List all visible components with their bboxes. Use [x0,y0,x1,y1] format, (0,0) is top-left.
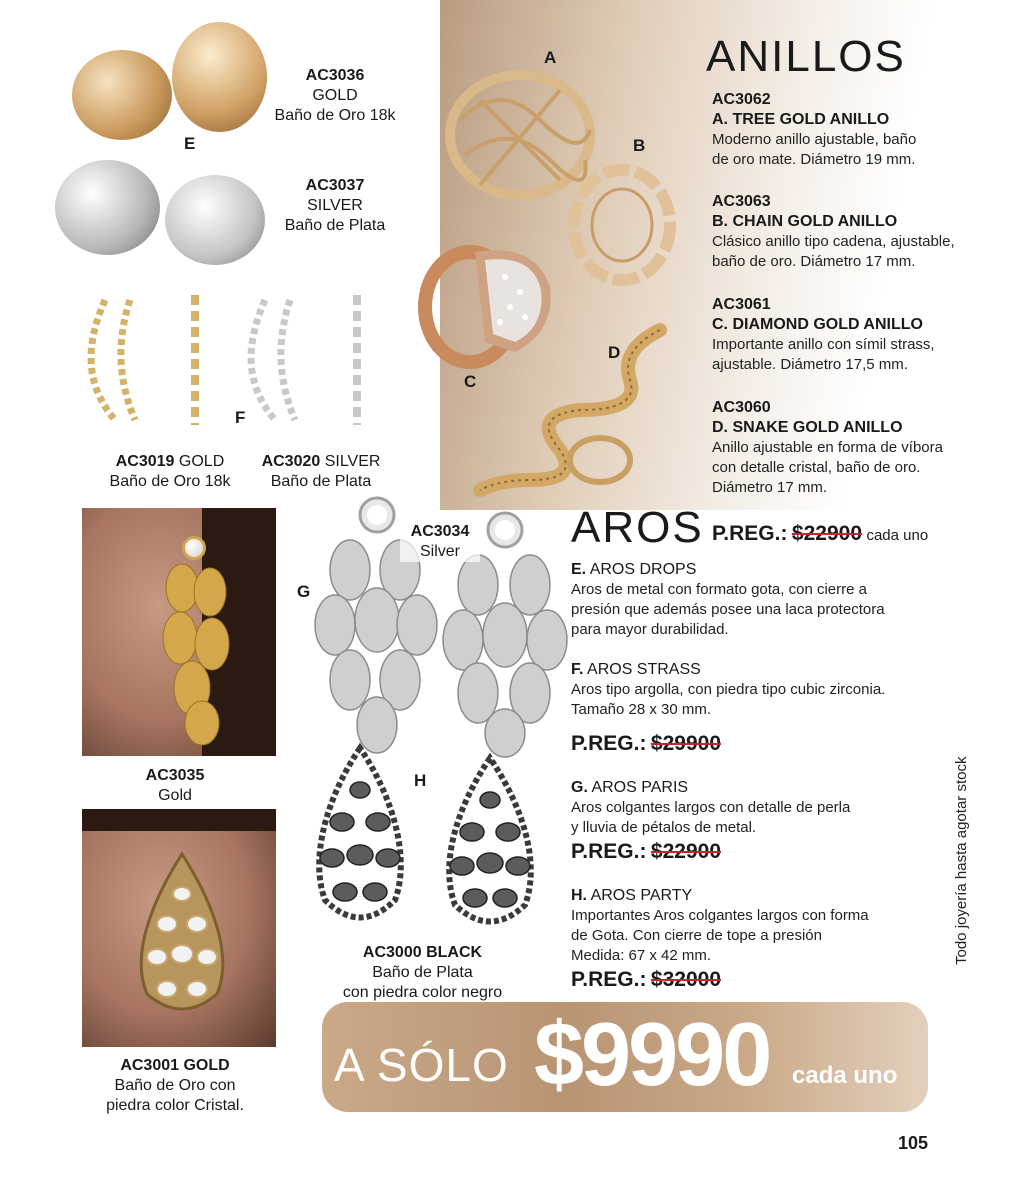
ring-a-desc1: Moderno anillo ajustable, baño [712,131,917,148]
ring-item-d [712,398,1002,498]
earring-item-g [571,778,951,864]
price-banner [322,1002,928,1112]
earring-h-head: AROS PARTY [590,887,693,904]
banner-price: $9990 [534,1005,770,1105]
ring-b-desc1: Clásico anillo tipo cadena, ajustable, [712,233,955,250]
earrings-main-price-value: $22900 [791,522,862,545]
party-earrings-image [300,740,560,940]
ac3037-code: AC3037 [305,177,365,194]
banner-suffix: cada uno [792,1062,898,1089]
ring-d-code: AC3060 [712,399,771,416]
ac3001-code: AC3001 GOLD [120,1057,230,1074]
earring-e-letter: E. [571,561,587,578]
earring-h-letter: H. [571,887,587,904]
ac3035-code: AC3035 [145,767,205,784]
ac3019-line2: Baño de Oro 18k [109,473,231,490]
ac3020-code: AC3020 [261,453,321,470]
ring-a-code: AC3062 [712,91,771,108]
ac3035-photo [82,508,276,756]
ac3001-line2: piedra color Cristal. [106,1097,244,1114]
earring-h-price: $32000 [650,968,721,991]
earring-f-desc1: Aros tipo argolla, con piedra tipo cubic zirconia. [571,681,886,698]
ac3000-line2: con piedra color negro [342,984,503,1001]
letter-e: E [184,134,196,153]
ring-c-name: C. DIAMOND GOLD ANILLO [712,316,923,333]
ac3019-tail: GOLD [174,453,225,470]
earring-f-price-label: P.REG.: [571,732,647,755]
gold-hoop-image [72,50,172,140]
ring-c-code: AC3061 [712,296,771,313]
stock-note [953,710,973,965]
earrings-main-price-suffix: cada uno [866,527,929,544]
ac3036-label [270,66,400,126]
ac3020-line2: Baño de Plata [270,473,372,490]
ac3000-label [335,943,510,1003]
earring-item-h [571,886,951,992]
crystal-drop-earring [127,849,237,1019]
letter-f: F [235,408,246,427]
ring-c-desc1: Importante anillo con símil strass, [712,336,935,353]
ac3037-line1: SILVER [307,197,363,214]
earring-g-head: AROS PARIS [591,779,689,796]
ring-d-desc3: Diámetro 17 mm. [712,479,828,496]
ac3036-line2: Baño de Oro 18k [274,107,396,124]
letter-h: H [414,771,427,790]
ac3000-code: AC3000 BLACK [362,944,483,961]
earring-f-price: $29900 [650,732,721,755]
ac3034-label [400,522,480,562]
stock-note-text: Todo joyería hasta agotar stock [953,756,970,965]
ring-d-desc1: Anillo ajustable en forma de víbora [712,439,943,456]
ac3001-line1: Baño de Oro con [114,1077,236,1094]
chain-ring-image [565,160,680,290]
letter-d: D [608,343,621,362]
ac3037-line2: Baño de Plata [284,217,386,234]
earrings-main-price [712,522,928,546]
letter-c: C [464,372,477,391]
rings-title: ANILLOS [706,32,906,81]
earring-e-desc3: para mayor durabilidad. [571,621,729,638]
silver-hoop-image-2 [165,175,265,265]
earring-g-desc2: y lluvia de pétalos de metal. [571,819,757,836]
earring-g-letter: G. [571,779,588,796]
banner-prefix: A SÓLO [334,1039,509,1091]
ring-a-desc2: de oro mate. Diámetro 19 mm. [712,151,916,168]
ac3035-line1: Gold [158,787,192,804]
ring-item-a [712,90,1002,170]
ring-d-name: D. SNAKE GOLD ANILLO [712,419,903,436]
earring-g-desc1: Aros colgantes largos con detalle de perla [571,799,851,816]
earrings-main-price-label: P.REG.: [712,522,788,545]
ac3036-code: AC3036 [305,67,365,84]
earring-h-desc1: Importantes Aros colgantes largos con forma [571,907,869,924]
ac3036-line1: GOLD [312,87,358,104]
ring-a-name: A. TREE GOLD ANILLO [712,111,890,128]
ac3020-tail: SILVER [320,453,381,470]
earring-e-desc1: Aros de metal con formato gota, con cierre a [571,581,867,598]
ring-b-desc2: baño de oro. Diámetro 17 mm. [712,253,916,270]
letter-g: G [297,582,311,601]
hair-shape-2 [82,809,276,831]
ring-d-desc2: con detalle cristal, baño de oro. [712,459,921,476]
earring-item-f [571,660,951,756]
ring-c-desc2: ajustable. Diámetro 17,5 mm. [712,356,908,373]
ac3035-label [110,766,240,806]
ac3019-code: AC3019 [115,453,175,470]
ac3034-line1: Silver [419,543,460,560]
ac3001-photo [82,809,276,1047]
earring-h-desc2: de Gota. Con cierre de tope a presión [571,927,822,944]
earring-f-letter: F. [571,661,584,678]
earring-g-price: $22900 [650,840,721,863]
page-number: 105 [898,1133,929,1153]
silver-hoop-image [55,160,160,255]
ac3037-label [270,176,400,236]
ac3000-line1: Baño de Plata [372,964,473,981]
earring-f-head: AROS STRASS [587,661,701,678]
ring-b-name: B. CHAIN GOLD ANILLO [712,213,898,230]
earring-g-price-label: P.REG.: [571,840,647,863]
earring-h-price-label: P.REG.: [571,968,647,991]
ac3020-label [250,452,392,492]
earring-item-e [571,560,951,640]
earrings-title: AROS [571,503,704,552]
letter-b: B [633,136,646,155]
earring-h-desc3: Medida: 67 x 42 mm. [571,947,712,964]
pearl-stud [182,536,206,560]
ac3034-code: AC3034 [410,523,470,540]
ring-b-code: AC3063 [712,193,771,210]
gold-hoop-image-2 [172,22,267,132]
ac3019-label [95,452,245,492]
gold-drops-earring [152,558,242,748]
earring-f-desc2: Tamaño 28 x 30 mm. [571,701,712,718]
ac3001-label [90,1056,260,1116]
ring-item-c [712,295,1002,375]
ring-item-b [712,192,1002,272]
earring-e-desc2: presión que además posee una laca protectora [571,601,885,618]
letter-a: A [544,48,557,67]
earring-e-head: AROS DROPS [589,561,697,578]
snake-ring-image [470,320,675,500]
